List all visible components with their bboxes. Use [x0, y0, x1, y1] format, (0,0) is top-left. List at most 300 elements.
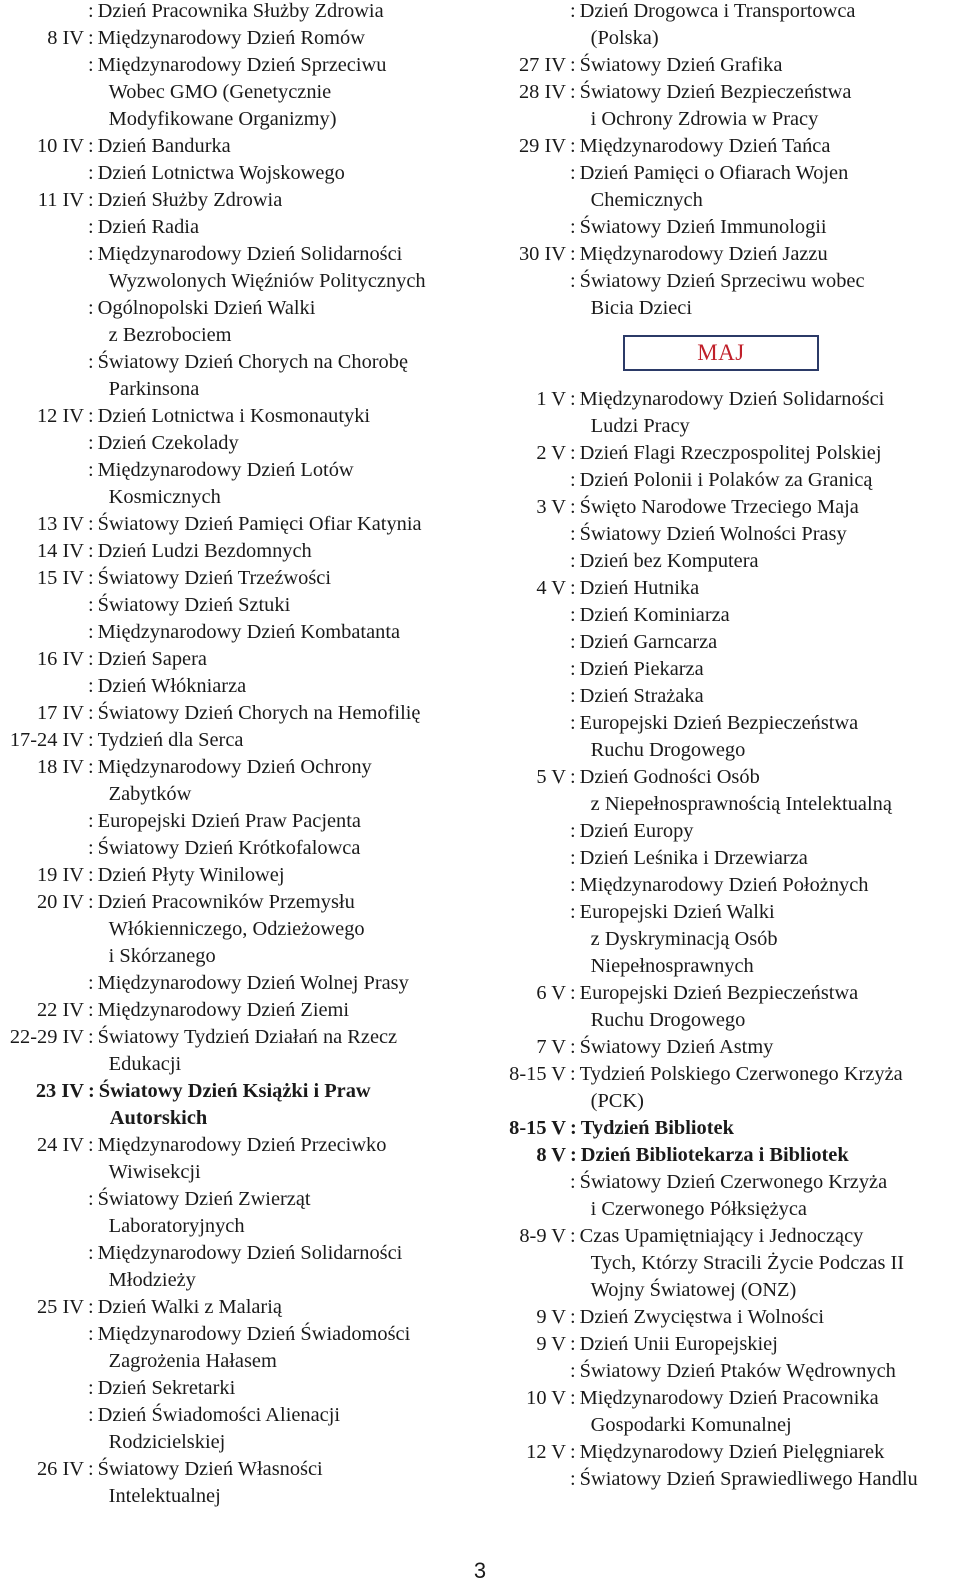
entry-line: Międzynarodowy Dzień Kombatanta	[97, 621, 401, 643]
entry-line: Międzynarodowy Dzień Przeciwko	[97, 1134, 387, 1156]
entry-text	[98, 754, 372, 808]
entry-text	[98, 133, 231, 160]
entry-separator: :	[570, 874, 576, 896]
entry-separator: :	[88, 729, 94, 751]
entry-line: Dzień Garncarza	[579, 631, 718, 653]
entry-line: Światowy Dzień Immunologii	[579, 216, 827, 238]
entry-text	[98, 1240, 403, 1294]
entry-separator: :	[570, 523, 576, 545]
entry-line: Dzień Hutnika	[579, 577, 700, 599]
entry-date: 22 IV	[36, 999, 84, 1021]
entry-separator: :	[570, 847, 576, 869]
observance-entry	[487, 52, 957, 79]
entry-separator: :	[88, 1026, 94, 1048]
entry-line: Światowy Dzień Ptaków Wędrownych	[579, 1360, 896, 1382]
entry-date: 29 IV	[518, 135, 566, 157]
observance-entry	[487, 133, 957, 160]
entry-text	[580, 241, 828, 268]
observance-entry	[0, 25, 485, 52]
entry-line: Światowy Dzień Własności	[97, 1458, 323, 1480]
entry-separator: :	[88, 891, 94, 913]
entry-separator: :	[570, 1468, 576, 1490]
entry-line: Dzień Pamięci o Ofiarach Wojen	[579, 162, 849, 184]
entry-text	[580, 521, 847, 548]
observance-entry	[0, 808, 485, 835]
entry-separator: :	[88, 1134, 94, 1156]
entry-line: Światowy Dzień Wolności Prasy	[579, 523, 847, 545]
entry-text	[98, 457, 354, 511]
observance-entry	[487, 1358, 957, 1385]
observance-entry	[487, 845, 957, 872]
entry-text	[580, 1061, 903, 1115]
entry-line: Dzień Godności Osób	[579, 766, 760, 788]
entry-text	[580, 386, 885, 440]
observance-entry	[487, 629, 957, 656]
entry-line: Niepełnosprawnych	[590, 955, 754, 977]
entry-line: Światowy Dzień Sprzeciwu wobec	[579, 270, 865, 292]
entry-line: Światowy Dzień Astmy	[579, 1036, 774, 1058]
entry-line: Międzynarodowy Dzień Jazzu	[579, 243, 828, 265]
observance-entry	[487, 1439, 957, 1466]
entry-text	[580, 656, 704, 683]
entry-line: Ruchu Drogowego	[590, 739, 746, 761]
entry-line: Światowy Dzień Chorych na Hemofilię	[97, 702, 421, 724]
observance-entry	[487, 1061, 957, 1115]
entry-separator: :	[88, 243, 94, 265]
entry-separator: :	[88, 648, 94, 670]
observance-entry	[0, 1024, 485, 1078]
entry-line: Światowy Dzień Sprawiedliwego Handlu	[579, 1468, 918, 1490]
entry-text	[98, 997, 349, 1024]
entry-separator: :	[570, 901, 576, 923]
entry-line: Kosmicznych	[108, 486, 221, 508]
entry-text	[580, 1331, 778, 1358]
observance-entry	[0, 1294, 485, 1321]
entry-line: Zagrożenia Hałasem	[108, 1350, 277, 1372]
entry-separator: :	[88, 837, 94, 859]
entry-text	[580, 214, 827, 241]
observance-entry	[0, 592, 485, 619]
entry-line: i Czerwonego Półksiężyca	[590, 1198, 807, 1220]
entry-line: Laboratoryjnych	[108, 1215, 245, 1237]
entry-line: Międzynarodowy Dzień Pracownika	[579, 1387, 879, 1409]
observance-entry	[487, 521, 957, 548]
entry-line: Włókienniczego, Odzieżowego	[108, 918, 365, 940]
entry-separator: :	[570, 1306, 576, 1328]
entry-date: 13 IV	[36, 513, 84, 535]
entry-text	[580, 268, 865, 322]
entry-text	[98, 403, 370, 430]
entry-text	[98, 727, 244, 754]
entry-text	[98, 862, 285, 889]
entry-separator: :	[570, 604, 576, 626]
entry-date: 5 V	[536, 766, 566, 788]
entry-text	[580, 548, 759, 575]
entry-line: Międzynarodowy Dzień Ziemi	[97, 999, 350, 1021]
entry-date: 26 IV	[36, 1458, 84, 1480]
entry-line: Dzień Polonii i Polaków za Granicą	[579, 469, 873, 491]
entry-text	[580, 764, 892, 818]
entry-separator: :	[88, 1377, 94, 1399]
entry-separator: :	[570, 577, 576, 599]
entry-separator: :	[570, 658, 576, 680]
entry-date: 20 IV	[36, 891, 84, 913]
entry-line: Tydzień Bibliotek	[580, 1117, 734, 1139]
observance-entry	[487, 440, 957, 467]
entry-text	[99, 1078, 371, 1132]
entry-text	[98, 1402, 340, 1456]
entry-text	[98, 295, 316, 349]
entry-line: Bicia Dzieci	[590, 297, 693, 319]
entry-line: Wyzwolonych Więźniów Politycznych	[108, 270, 426, 292]
observance-entry	[0, 52, 485, 133]
entry-separator: :	[88, 540, 94, 562]
observance-entry	[487, 1034, 957, 1061]
entry-line: Światowy Dzień Sztuki	[97, 594, 291, 616]
entry-text	[98, 52, 387, 133]
entry-date: 27 IV	[518, 54, 566, 76]
entry-line: Chemicznych	[590, 189, 703, 211]
entry-separator: :	[88, 864, 94, 886]
entry-separator: :	[88, 810, 94, 832]
entry-date: 6 V	[536, 982, 566, 1004]
observance-entry	[0, 700, 485, 727]
observance-entry	[0, 295, 485, 349]
entry-separator: :	[570, 469, 576, 491]
entry-text	[98, 970, 409, 997]
observance-entry	[487, 764, 957, 818]
observance-entry	[487, 1142, 957, 1169]
entry-separator: :	[570, 1171, 576, 1193]
entry-separator: :	[570, 550, 576, 572]
entry-date: 8 V	[536, 1144, 566, 1166]
right-column	[487, 0, 957, 1493]
entry-separator: :	[88, 27, 94, 49]
entry-date: 1 V	[536, 388, 566, 410]
entry-line: Dzień Unii Europejskiej	[579, 1333, 778, 1355]
entry-separator: :	[570, 243, 576, 265]
observance-entry	[0, 349, 485, 403]
entry-date: 12 IV	[36, 405, 84, 427]
entry-date: 19 IV	[36, 864, 84, 886]
may-list	[487, 386, 957, 1493]
entry-line: Dzień Służby Zdrowia	[97, 189, 283, 211]
observance-entry	[487, 268, 957, 322]
entry-text	[580, 575, 699, 602]
entry-line: Międzynarodowy Dzień Lotów	[97, 459, 354, 481]
entry-text	[580, 1169, 887, 1223]
entry-separator: :	[88, 594, 94, 616]
entry-line: Święto Narodowe Trzeciego Maja	[579, 496, 859, 518]
entry-separator: :	[570, 1360, 576, 1382]
observance-entry	[0, 565, 485, 592]
entry-line: Dzień Zwycięstwa i Wolności	[579, 1306, 824, 1328]
entry-text	[580, 1385, 879, 1439]
observance-entry	[0, 862, 485, 889]
observance-entry	[0, 619, 485, 646]
entry-text	[98, 619, 400, 646]
entry-separator: :	[88, 513, 94, 535]
entry-separator: :	[88, 135, 94, 157]
observance-entry	[487, 710, 957, 764]
entry-text	[98, 1321, 411, 1375]
entry-line: Ruchu Drogowego	[590, 1009, 746, 1031]
entry-line: Światowy Dzień Krótkofalowca	[97, 837, 361, 859]
entry-separator: :	[570, 1333, 576, 1355]
observance-entry	[487, 160, 957, 214]
entry-line: Międzynarodowy Dzień Sprzeciwu	[97, 54, 387, 76]
observance-entry	[0, 1456, 485, 1510]
entry-separator: :	[570, 216, 576, 238]
entry-separator: :	[88, 162, 94, 184]
entry-line: Światowy Dzień Pamięci Ofiar Katynia	[97, 513, 422, 535]
entry-text	[580, 79, 852, 133]
entry-date: 7 V	[536, 1036, 566, 1058]
observance-entry	[0, 538, 485, 565]
entry-line: Zabytków	[108, 783, 192, 805]
observance-entry	[487, 1466, 957, 1493]
entry-text	[580, 52, 783, 79]
entry-text	[580, 1358, 896, 1385]
entry-text	[580, 980, 859, 1034]
entry-separator: :	[88, 621, 94, 643]
entry-text	[580, 629, 718, 656]
entry-text	[580, 440, 882, 467]
entry-line: Światowy Dzień Grafika	[579, 54, 783, 76]
entry-text	[98, 700, 421, 727]
april-continuation-list	[487, 0, 957, 322]
entry-line: Dzień Leśnika i Drzewiarza	[579, 847, 808, 869]
entry-separator: :	[88, 1458, 94, 1480]
entry-line: Dzień Drogowca i Transportowca	[579, 0, 856, 22]
observance-entry	[487, 494, 957, 521]
entry-line: Światowy Dzień Trzeźwości	[97, 567, 331, 589]
entry-line: Międzynarodowy Dzień Romów	[97, 27, 365, 49]
observance-entry	[0, 430, 485, 457]
entry-separator: :	[88, 702, 94, 724]
entry-text	[580, 1439, 885, 1466]
observance-entry	[487, 1223, 957, 1304]
entry-date: 9 V	[536, 1306, 566, 1328]
entry-separator: :	[570, 135, 576, 157]
entry-separator: :	[570, 1387, 576, 1409]
entry-text	[580, 1304, 824, 1331]
entry-separator: :	[570, 982, 576, 1004]
entry-text	[98, 0, 384, 25]
entry-separator: :	[570, 1144, 577, 1166]
observance-entry	[487, 214, 957, 241]
left-column	[0, 0, 485, 1510]
entry-line: Ogólnopolski Dzień Walki	[97, 297, 316, 319]
entry-line: Autorskich	[109, 1107, 208, 1129]
entry-text	[580, 818, 694, 845]
entry-line: Gospodarki Komunalnej	[590, 1414, 792, 1436]
entry-date: 10 IV	[36, 135, 84, 157]
entry-text	[580, 467, 873, 494]
observance-entry	[487, 467, 957, 494]
entry-text	[98, 592, 291, 619]
entry-separator: :	[88, 351, 94, 373]
entry-separator: :	[570, 766, 576, 788]
entry-date: 28 IV	[518, 81, 566, 103]
entry-text	[98, 160, 345, 187]
entry-separator: :	[88, 972, 94, 994]
entry-line: Międzynarodowy Dzień Solidarności	[97, 1242, 403, 1264]
entry-text	[580, 1466, 918, 1493]
entry-text	[98, 349, 408, 403]
observance-entry	[0, 1132, 485, 1186]
observance-entry	[0, 511, 485, 538]
entry-line: z Bezrobociem	[108, 324, 232, 346]
entry-line: Międzynarodowy Dzień Ochrony	[97, 756, 372, 778]
entry-text	[98, 511, 422, 538]
entry-date: 8-9 V	[519, 1225, 566, 1247]
observance-entry	[487, 386, 957, 440]
entry-line: Międzynarodowy Dzień Solidarności	[579, 388, 885, 410]
entry-separator: :	[570, 162, 576, 184]
entry-line: Światowy Dzień Czerwonego Krzyża	[579, 1171, 888, 1193]
entry-date: 18 IV	[36, 756, 84, 778]
observance-entry	[0, 673, 485, 700]
entry-text	[98, 1024, 397, 1078]
entry-line: Dzień Lotnictwa i Kosmonautyki	[97, 405, 371, 427]
entry-text	[98, 889, 365, 970]
entry-line: Europejski Dzień Bezpieczeństwa	[579, 982, 859, 1004]
entry-text	[580, 872, 869, 899]
entry-line: Europejski Dzień Bezpieczeństwa	[579, 712, 859, 734]
entry-line: Dzień Sapera	[97, 648, 207, 670]
entry-line: Międzynarodowy Dzień Tańca	[579, 135, 831, 157]
entry-text	[580, 710, 859, 764]
observance-entry	[487, 818, 957, 845]
entry-line: Międzynarodowy Dzień Wolnej Prasy	[97, 972, 409, 994]
observance-entry	[0, 727, 485, 754]
entry-separator: :	[88, 459, 94, 481]
entry-date: 2 V	[536, 442, 566, 464]
entry-separator: :	[570, 54, 576, 76]
entry-date: 8-15 V	[509, 1117, 566, 1139]
observance-entry	[487, 872, 957, 899]
entry-separator: :	[88, 1188, 94, 1210]
entry-separator: :	[88, 999, 94, 1021]
entry-text	[98, 673, 247, 700]
entry-line: Tydzień Polskiego Czerwonego Krzyża	[579, 1063, 903, 1085]
entry-line: Światowy Dzień Zwierząt	[97, 1188, 311, 1210]
observance-entry	[487, 1169, 957, 1223]
entry-date: 11 IV	[37, 189, 84, 211]
entry-separator: :	[88, 54, 94, 76]
entry-line: i Skórzanego	[108, 945, 216, 967]
entry-date: 10 V	[526, 1387, 566, 1409]
entry-date: 15 IV	[36, 567, 84, 589]
entry-line: Modyfikowane Organizmy)	[108, 108, 337, 130]
month-header-may	[623, 335, 819, 371]
entry-separator: :	[570, 388, 576, 410]
entry-text	[98, 430, 239, 457]
entry-separator: :	[570, 81, 576, 103]
entry-line: Wobec GMO (Genetycznie	[108, 81, 332, 103]
entry-date: 23 IV	[35, 1080, 84, 1102]
entry-line: Międzynarodowy Dzień Solidarności	[97, 243, 403, 265]
entry-separator: :	[570, 496, 576, 518]
entry-line: Dzień Świadomości Alienacji	[97, 1404, 341, 1426]
entry-text	[580, 899, 778, 980]
entry-line: i Ochrony Zdrowia w Pracy	[590, 108, 819, 130]
entry-line: Międzynarodowy Dzień Pielęgniarek	[579, 1441, 885, 1463]
entry-date: 17-24 IV	[9, 729, 84, 751]
entry-line: z Niepełnosprawnością Intelektualną	[590, 793, 892, 815]
entry-text	[581, 1115, 734, 1142]
entry-line: Intelektualnej	[108, 1485, 221, 1507]
entry-text	[98, 214, 199, 241]
observance-entry	[0, 0, 485, 25]
entry-separator: :	[88, 1080, 95, 1102]
observance-entry	[0, 646, 485, 673]
entry-separator: :	[570, 631, 576, 653]
entry-line: Dzień Płyty Winilowej	[97, 864, 285, 886]
observance-entry	[0, 214, 485, 241]
observance-entry	[0, 403, 485, 430]
entry-separator: :	[88, 1296, 94, 1318]
entry-text	[580, 1223, 904, 1304]
entry-line: Dzień Europy	[579, 820, 694, 842]
entry-separator: :	[570, 1063, 576, 1085]
entry-text	[98, 187, 283, 214]
entry-separator: :	[88, 405, 94, 427]
entry-line: z Dyskryminacją Osób	[590, 928, 778, 950]
entry-text	[580, 133, 831, 160]
entry-text	[98, 1294, 282, 1321]
entry-text	[580, 683, 704, 710]
page-number: 3	[473, 1558, 487, 1583]
entry-line: Dzień Strażaka	[579, 685, 704, 707]
observance-entry	[0, 1321, 485, 1375]
entry-line: Dzień Piekarza	[579, 658, 704, 680]
entry-separator: :	[88, 189, 94, 211]
observance-entry	[487, 683, 957, 710]
entry-line: Dzień Walki z Malarią	[97, 1296, 282, 1318]
observance-entry	[0, 133, 485, 160]
observance-entry	[487, 980, 957, 1034]
observance-entry	[487, 1115, 957, 1142]
entry-separator: :	[570, 1036, 576, 1058]
observance-entry	[0, 754, 485, 808]
entry-text	[98, 808, 361, 835]
entry-line: (Polska)	[590, 27, 659, 49]
entry-text	[580, 494, 859, 521]
entry-line: Dzień Włókniarza	[97, 675, 247, 697]
entry-date: 8-15 V	[509, 1063, 566, 1085]
entry-separator: :	[570, 712, 576, 734]
entry-text	[580, 845, 808, 872]
entry-line: Młodzieży	[108, 1269, 196, 1291]
month-header-label: MAJ	[697, 340, 745, 365]
observance-entry	[0, 457, 485, 511]
entry-text	[98, 835, 361, 862]
entry-text	[98, 1456, 323, 1510]
entry-text	[98, 1132, 387, 1186]
entry-separator: :	[570, 270, 576, 292]
entry-line: Dzień Ludzi Bezdomnych	[97, 540, 312, 562]
entry-separator: :	[88, 756, 94, 778]
observance-entry	[487, 79, 957, 133]
entry-line: Wojny Światowej (ONZ)	[590, 1279, 797, 1301]
entry-text	[581, 1142, 849, 1169]
entry-line: Międzynarodowy Dzień Świadomości	[97, 1323, 411, 1345]
entry-separator: :	[570, 685, 576, 707]
entry-line: Dzień Lotnictwa Wojskowego	[97, 162, 345, 184]
entry-text	[580, 160, 849, 214]
